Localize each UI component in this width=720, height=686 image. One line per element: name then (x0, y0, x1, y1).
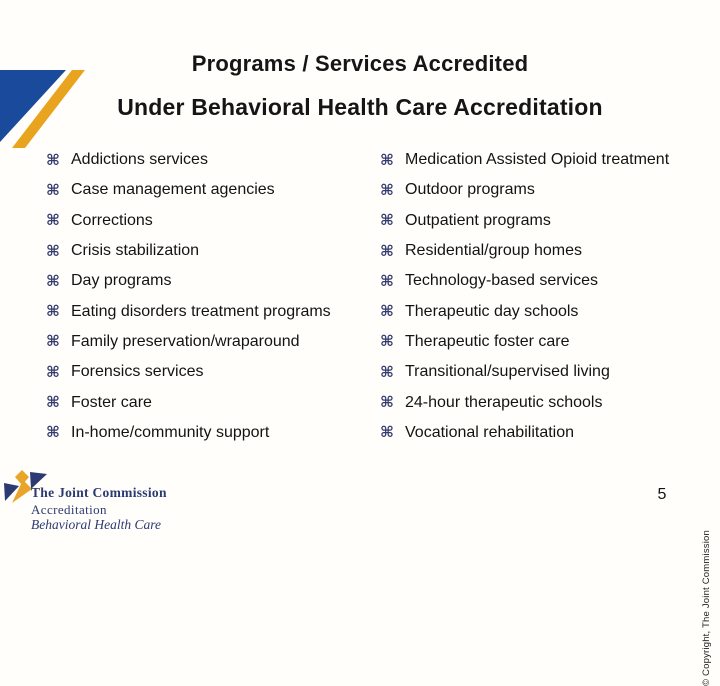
list-item-label: Family preservation/wraparound (71, 332, 300, 350)
command-bullet-icon: ⌘ (380, 150, 394, 169)
list-item (380, 175, 718, 205)
command-bullet-icon: ⌘ (380, 332, 394, 351)
list-item (46, 296, 382, 326)
list-item-label: Eating disorders treatment programs (71, 302, 331, 320)
command-bullet-icon: ⌘ (46, 393, 60, 412)
list-item-label: Day programs (71, 272, 172, 290)
command-bullet-icon: ⌘ (380, 302, 394, 321)
command-bullet-icon: ⌘ (380, 423, 394, 442)
list-item-label: Vocational rehabilitation (405, 423, 575, 441)
list-item (380, 418, 718, 448)
command-bullet-icon: ⌘ (46, 241, 60, 260)
list-item (380, 206, 718, 236)
copyright-notice: © Copyright, The Joint Commission (701, 530, 712, 686)
command-bullet-icon: ⌘ (380, 271, 394, 290)
list-item (380, 236, 718, 266)
list-item (46, 357, 382, 387)
list-item-label: Outpatient programs (405, 211, 551, 229)
command-bullet-icon: ⌘ (380, 393, 394, 412)
list-item-label: 24-hour therapeutic schools (405, 393, 603, 411)
command-bullet-icon: ⌘ (46, 150, 60, 169)
list-item (46, 387, 382, 417)
slide-title-line2: Under Behavioral Health Care Accreditation (117, 94, 603, 120)
list-item-label: Crisis stabilization (71, 242, 200, 260)
list-item-label: Forensics services (71, 363, 204, 381)
list-item (380, 327, 718, 357)
joint-commission-logo-text (31, 486, 167, 531)
program-list-right-column (380, 145, 718, 448)
logo-gold-triangle-center-shape (12, 480, 32, 503)
list-item-label: Residential/group homes (405, 242, 582, 260)
list-item-label: Addictions services (71, 151, 208, 169)
list-item (380, 357, 718, 387)
list-item (380, 145, 718, 175)
list-item-label: Therapeutic day schools (405, 302, 579, 320)
command-bullet-icon: ⌘ (380, 180, 394, 199)
list-item (380, 296, 718, 326)
list-item (46, 145, 382, 175)
list-item-label: Corrections (71, 211, 153, 229)
list-item (46, 206, 382, 236)
logo-program-label: Behavioral Health Care (31, 516, 161, 532)
command-bullet-icon: ⌘ (380, 211, 394, 230)
command-bullet-icon: ⌘ (380, 362, 394, 381)
list-item-label: Outdoor programs (405, 181, 535, 199)
list-item (46, 236, 382, 266)
list-item-label: Transitional/supervised living (405, 363, 610, 381)
command-bullet-icon: ⌘ (46, 423, 60, 442)
list-item (46, 266, 382, 296)
list-item (46, 418, 382, 448)
command-bullet-icon: ⌘ (46, 302, 60, 321)
command-bullet-icon: ⌘ (380, 241, 394, 260)
logo-org-name: The Joint Commission (31, 485, 167, 500)
list-item (46, 175, 382, 205)
list-item-label: Case management agencies (71, 181, 275, 199)
list-item-label: Therapeutic foster care (405, 332, 570, 350)
list-item-label: Foster care (71, 393, 152, 411)
logo-accreditation-label: Accreditation (31, 501, 107, 517)
slide-title-line1: Programs / Services Accredited (191, 51, 529, 76)
command-bullet-icon: ⌘ (46, 271, 60, 290)
command-bullet-icon: ⌘ (46, 332, 60, 351)
list-item-label: Technology-based services (405, 272, 598, 290)
list-item-label: Medication Assisted Opioid treatment (405, 151, 670, 169)
command-bullet-icon: ⌘ (46, 180, 60, 199)
slide-page-number: 5 (657, 486, 667, 503)
list-item (380, 387, 718, 417)
command-bullet-icon: ⌘ (46, 211, 60, 230)
list-item (380, 266, 718, 296)
program-list-left-column (46, 145, 382, 448)
list-item-label: In-home/community support (71, 423, 270, 441)
command-bullet-icon: ⌘ (46, 362, 60, 381)
list-item (46, 327, 382, 357)
